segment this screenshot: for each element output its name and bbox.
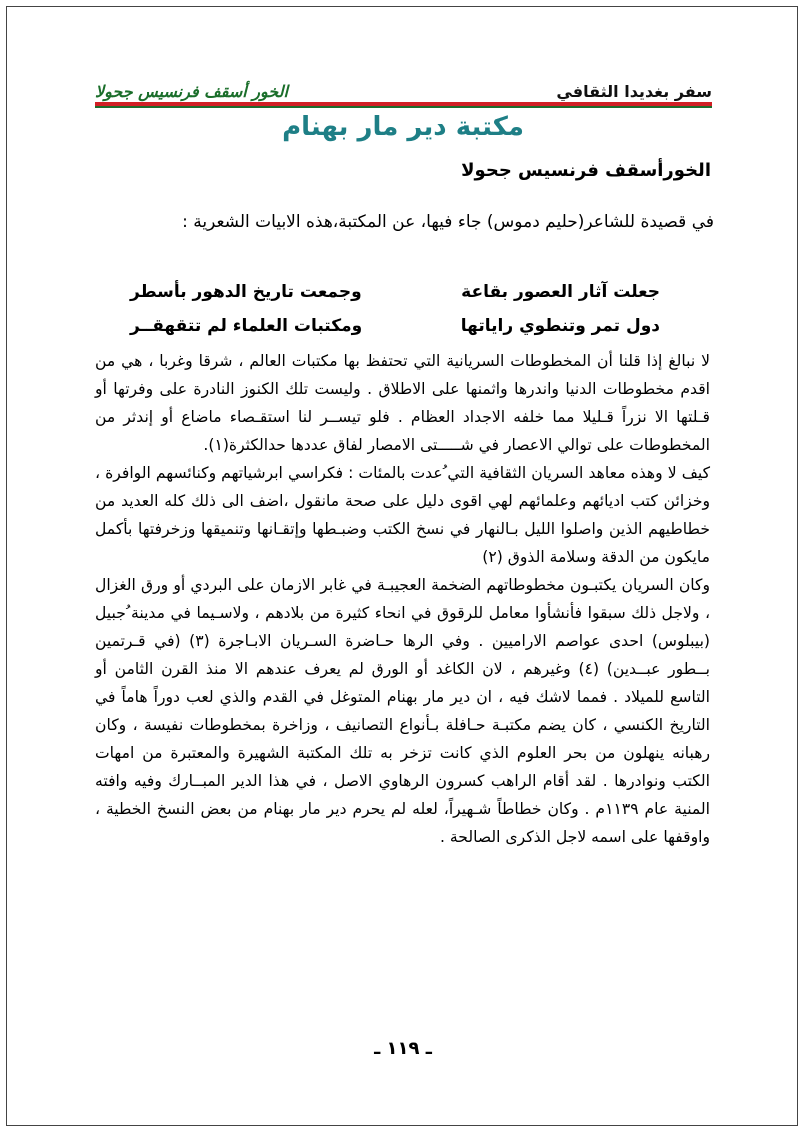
paragraph: كيف لا وهذه معاهد السريان الثقافية التي ُعدت بالمئات : فكراسي ابرشياتهم وكنائسهم الوافرة ، وخزائن كتب اديائهم وعلمائهم لهي اقوى دليل على صحة مانقول ،اضف الى ذلك كله العديد من خطاطيهم الذين واصلوا الليل بـالنهار في نسخ الكتب وضبـطها وإتقـانها وتنميقها وزخرفتها بأكمل مايكون من الدقة وسلامة الذوق (٢) — [95, 464, 710, 566]
journal-name: سفر بغديدا الثقافي — [556, 82, 712, 101]
article-author: الخورأسقف فرنسيس جحولا — [461, 160, 711, 181]
page-number: ـ ١١٩ ـ — [374, 1038, 432, 1059]
paragraph: وكان السريان يكتبـون مخطوطاتهم الضخمة العجيبـة في غابر الازمان على البردي أو ورق الغزال ، ولاجل ذلك سبقوا فأنشأوا معامل للرقوق في انحاء كثيرة من بلادهم ، ولاسـيما في مدينة ُجبيل (بيبلوس) احدى عواصم الاراميين . وفي الرها حـاضرة السـريان الابـاجرة (٣) (في قـرتمين بــطور عبــدين) (٤) وغيرهم ، لان الكاغد أو الورق لم يعرف عندهم الا منذ القرن الثامن أو التاسع للميلاد . فمما لاشك فيه ، ان دير مار بهنام المتوغل في القدم والذي لعب دوراً هاماً في التاريخ الكنسي ، كان يضم مكتبـة حـافلة بـأنواع التصانيف ، وزاخرة بمخطوطات نفيسة ، وكان رهبانه ينهلون من بحر العلوم الذي كانت تزخر به تلك المكتبة الشهيرة والمعتبرة من امهات الكتب ونوادرها . لقد أقام الراهب كسرون الرهاوي الاصل ، في هذا الدير المبــارك وفيه وافته المنية عام ١١٣٩م . وكان خطاطاً شـهيراً، لعله لم يحرم دير مار بهنام من بعض النسخ الخطية ، واوقفها على اسمه لاجل الذكرى الصالحة . — [95, 576, 711, 846]
intro-line: في قصيدة للشاعر(حليم دموس) جاء فيها، عن المكتبة،هذه الابيات الشعرية : — [182, 212, 714, 232]
article-body — [95, 347, 710, 851]
paragraph: لا نبالغ إذا قلنا أن المخطوطات السريانية التي تحتفظ بها مكتبات العالم ، شرقا وغربا ، هي من اقدم مخطوطات الدنيا واندرها واثمنها على الاطلاق . وليست تلك الكنوز النادرة على وفرتها أو قـلتها الا نزراً قـليلا مما خلفه الاجداد العظام . فلو تيســر لنا استقـصاء ماضاع أو إندثر من المخطوطات على توالي الاعصار في شـــــتى الامصار لفاق عددها حدالكثرة(١). — [95, 352, 710, 454]
article-title: مكتبة دير مار بهنام — [282, 112, 524, 142]
header-author: الخور أسقف فرنسيس جحولا — [95, 82, 288, 101]
verse-hemistich-right: جعلت آثار العصور بقاعة — [461, 282, 660, 302]
verse-hemistich-left: وجمعت تاريخ الدهور بأسطر — [130, 282, 362, 302]
header-rule-green — [95, 106, 712, 108]
verse-row — [130, 282, 660, 302]
verse-row — [130, 316, 660, 336]
verse-hemistich-right: دول تمر وتنطوي راياتها — [460, 316, 660, 336]
verse-hemistich-left: ومكتبات العلماء لم تتقهقــر — [130, 316, 363, 336]
running-header — [95, 80, 712, 110]
